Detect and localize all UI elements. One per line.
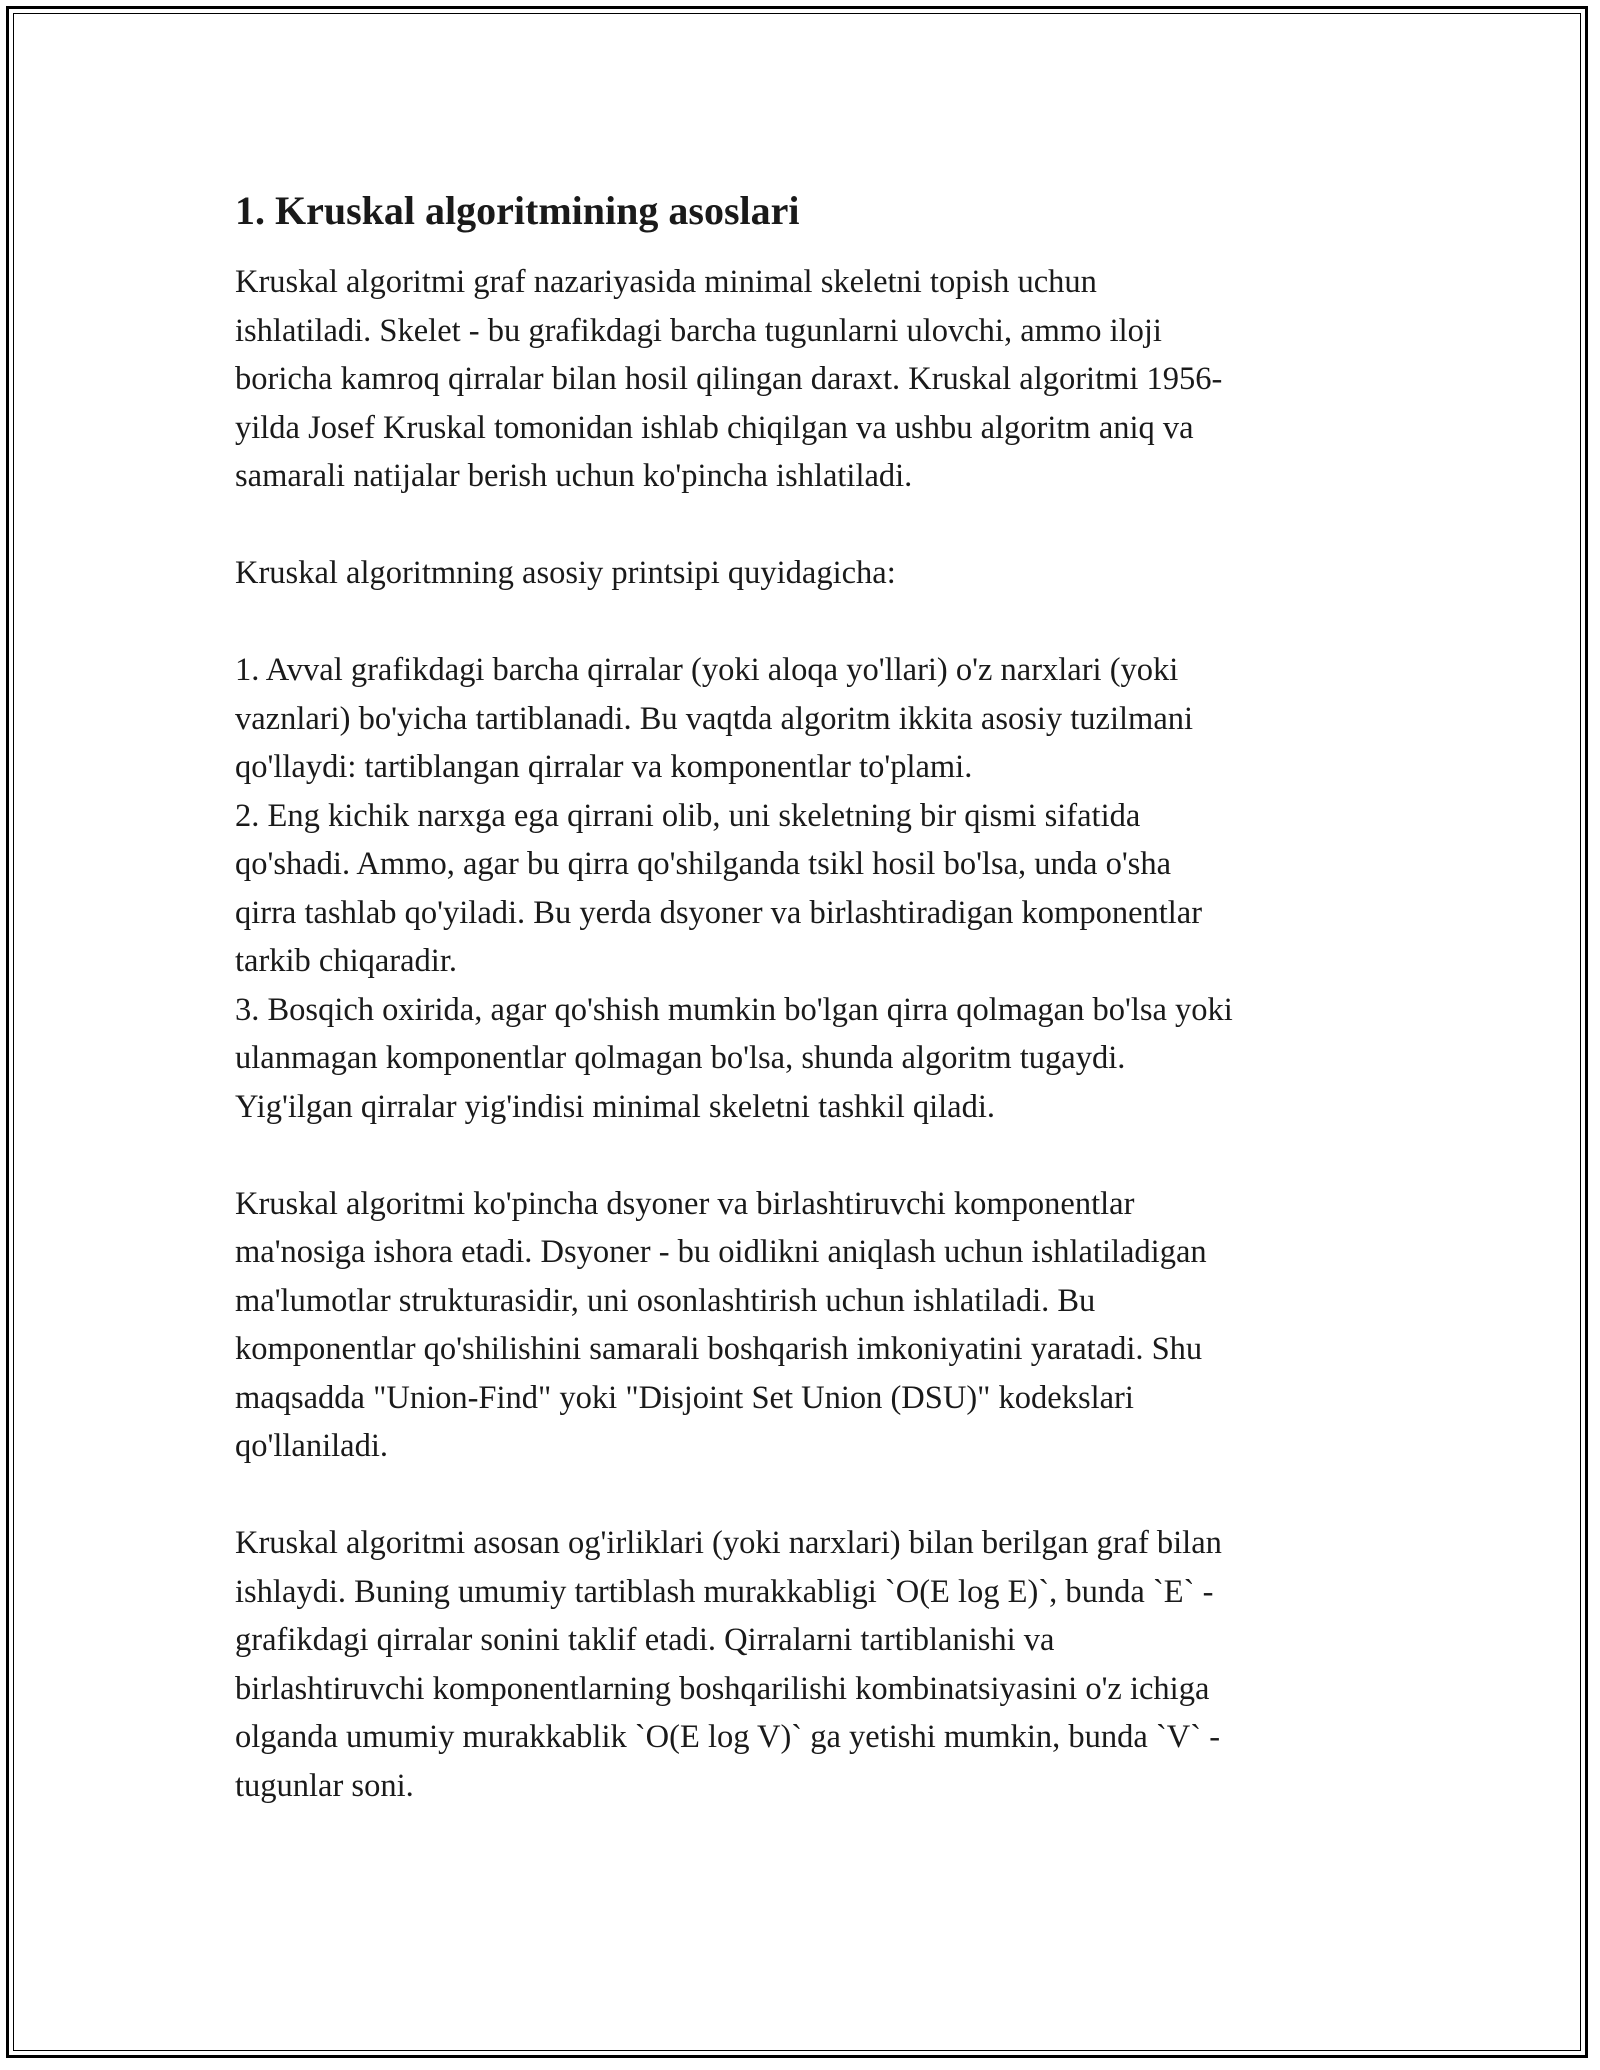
section-title: 1. Kruskal algoritmining asoslari [235, 188, 800, 233]
text-line: komponentlar qo'shilishini samarali boshqarish imkoniyatini yaratadi. Shu [235, 1331, 1203, 1367]
step-line: tarkib chiqaradir. [235, 943, 457, 979]
text-line: qo'llaniladi. [235, 1428, 388, 1464]
text-line: ma'nosiga ishora etadi. Dsyoner - bu oidlikni aniqlash uchun ishlatiladigan [235, 1234, 1207, 1270]
step-line: Yig'ilgan qirralar yig'indisi minimal skeletni tashkil qiladi. [235, 1088, 996, 1125]
paragraph-spacer [235, 1471, 1370, 1520]
text-line: Kruskal algoritmi ko'pincha dsyoner va birlashtiruvchi komponentlar [235, 1185, 1135, 1222]
step-line: 3. Bosqich oxirida, agar qo'shish mumkin bo'lgan qirra qolmagan bo'lsa yoki [235, 991, 1233, 1028]
step-line: qirra tashlab qo'yiladi. Bu yerda dsyoner va birlashtiradigan komponentlar [235, 894, 1203, 931]
step-line: qo'llaydi: tartiblangan qirralar va komponentlar to'plami. [235, 749, 973, 785]
complexity-paragraph [235, 1519, 1370, 1810]
dsu-paragraph [235, 1180, 1370, 1471]
step-line: qo'shadi. Ammo, agar bu qirra qo'shilganda tsikl hosil bo'lsa, unda o'sha [235, 846, 1172, 882]
text-line: tugunlar soni. [235, 1767, 414, 1804]
step-line: 2. Eng kichik narxga ega qirrani olib, uni skeletning bir qismi sifatida [235, 797, 1141, 834]
paragraph-spacer [235, 1131, 1370, 1180]
text-line: Kruskal algoritmning asosiy printsipi quyidagicha: [235, 555, 896, 591]
text-line: maqsadda "Union-Find" yoki "Disjoint Set Union (DSU)" kodekslari [235, 1379, 1134, 1416]
text-line: Kruskal algoritmi graf nazariyasida minimal skeletni topish uchun [235, 264, 1097, 300]
step-line: vaznlari) bo'yicha tartiblanadi. Bu vaqtda algoritm ikkita asosiy tuzilmani [235, 700, 1194, 737]
step-line: 1. Avval grafikdagi barcha qirralar (yoki aloqa yo'llari) o'z narxlari (yoki [235, 652, 1179, 688]
text-line: olganda umumiy murakkablik `O(E log V)` ga yetishi mumkin, bunda `V` - [235, 1719, 1221, 1755]
document-body [235, 186, 1370, 1810]
text-line: ishlatiladi. Skelet - bu grafikdagi barcha tugunlarni ulovchi, ammo iloji [235, 312, 1162, 349]
text-line: birlashtiruvchi komponentlarning boshqarilishi kombinatsiyasini o'z ichiga [235, 1670, 1210, 1707]
text-line: samarali natijalar berish uchun ko'pincha ishlatiladi. [235, 458, 913, 494]
text-line: Kruskal algoritmi asosan og'irliklari (yoki narxlari) bilan berilgan graf bilan [235, 1525, 1222, 1561]
text-line: boricha kamroq qirralar bilan hosil qilingan daraxt. Kruskal algoritmi 1956- [235, 361, 1223, 397]
text-line: grafikdagi qirralar sonini taklif etadi. Qirralarni tartiblanishi va [235, 1622, 1055, 1658]
paragraph-spacer [235, 598, 1370, 647]
text-line: yilda Josef Kruskal tomonidan ishlab chiqilgan va ushbu algoritm aniq va [235, 409, 1194, 446]
intro-paragraph [235, 258, 1370, 501]
text-line: ma'lumotlar strukturasidir, uni osonlashtirish uchun ishlatiladi. Bu [235, 1282, 1096, 1319]
principle-heading [235, 549, 1370, 598]
paragraph-spacer [235, 501, 1370, 550]
text-line: ishlaydi. Buning umumiy tartiblash murakkabligi `O(E log E)`, bunda `E` - [235, 1573, 1214, 1610]
steps-list [235, 646, 1370, 1131]
step-line: ulanmagan komponentlar qolmagan bo'lsa, shunda algoritm tugaydi. [235, 1040, 1126, 1076]
